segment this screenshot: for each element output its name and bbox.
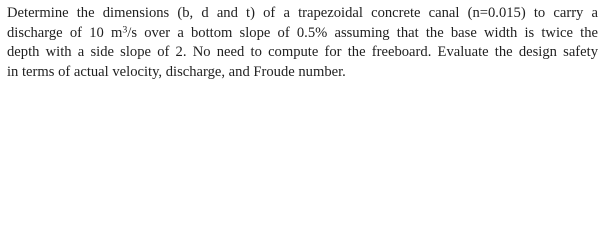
problem-line-3: depth with a side slope of 2. No need to compute for the freeboard. Evaluate the design safety [7, 44, 598, 60]
problem-line-2-end: /s over a bottom slope of 0.5% assuming that the base width is twice the [127, 24, 598, 41]
problem-line-4: in terms of actual velocity, discharge, and Froude number. [7, 63, 346, 80]
problem-line-1: Determine the dimensions (b, d and t) of a trapezoidal concrete canal (n=0.015) to carry a [7, 5, 598, 21]
problem-statement [7, 4, 598, 82]
problem-line-2 [7, 24, 598, 44]
cubic-exponent: 3 [122, 24, 128, 36]
problem-line-2-start: discharge of 10 m [7, 24, 123, 41]
problem-page [0, 0, 604, 92]
